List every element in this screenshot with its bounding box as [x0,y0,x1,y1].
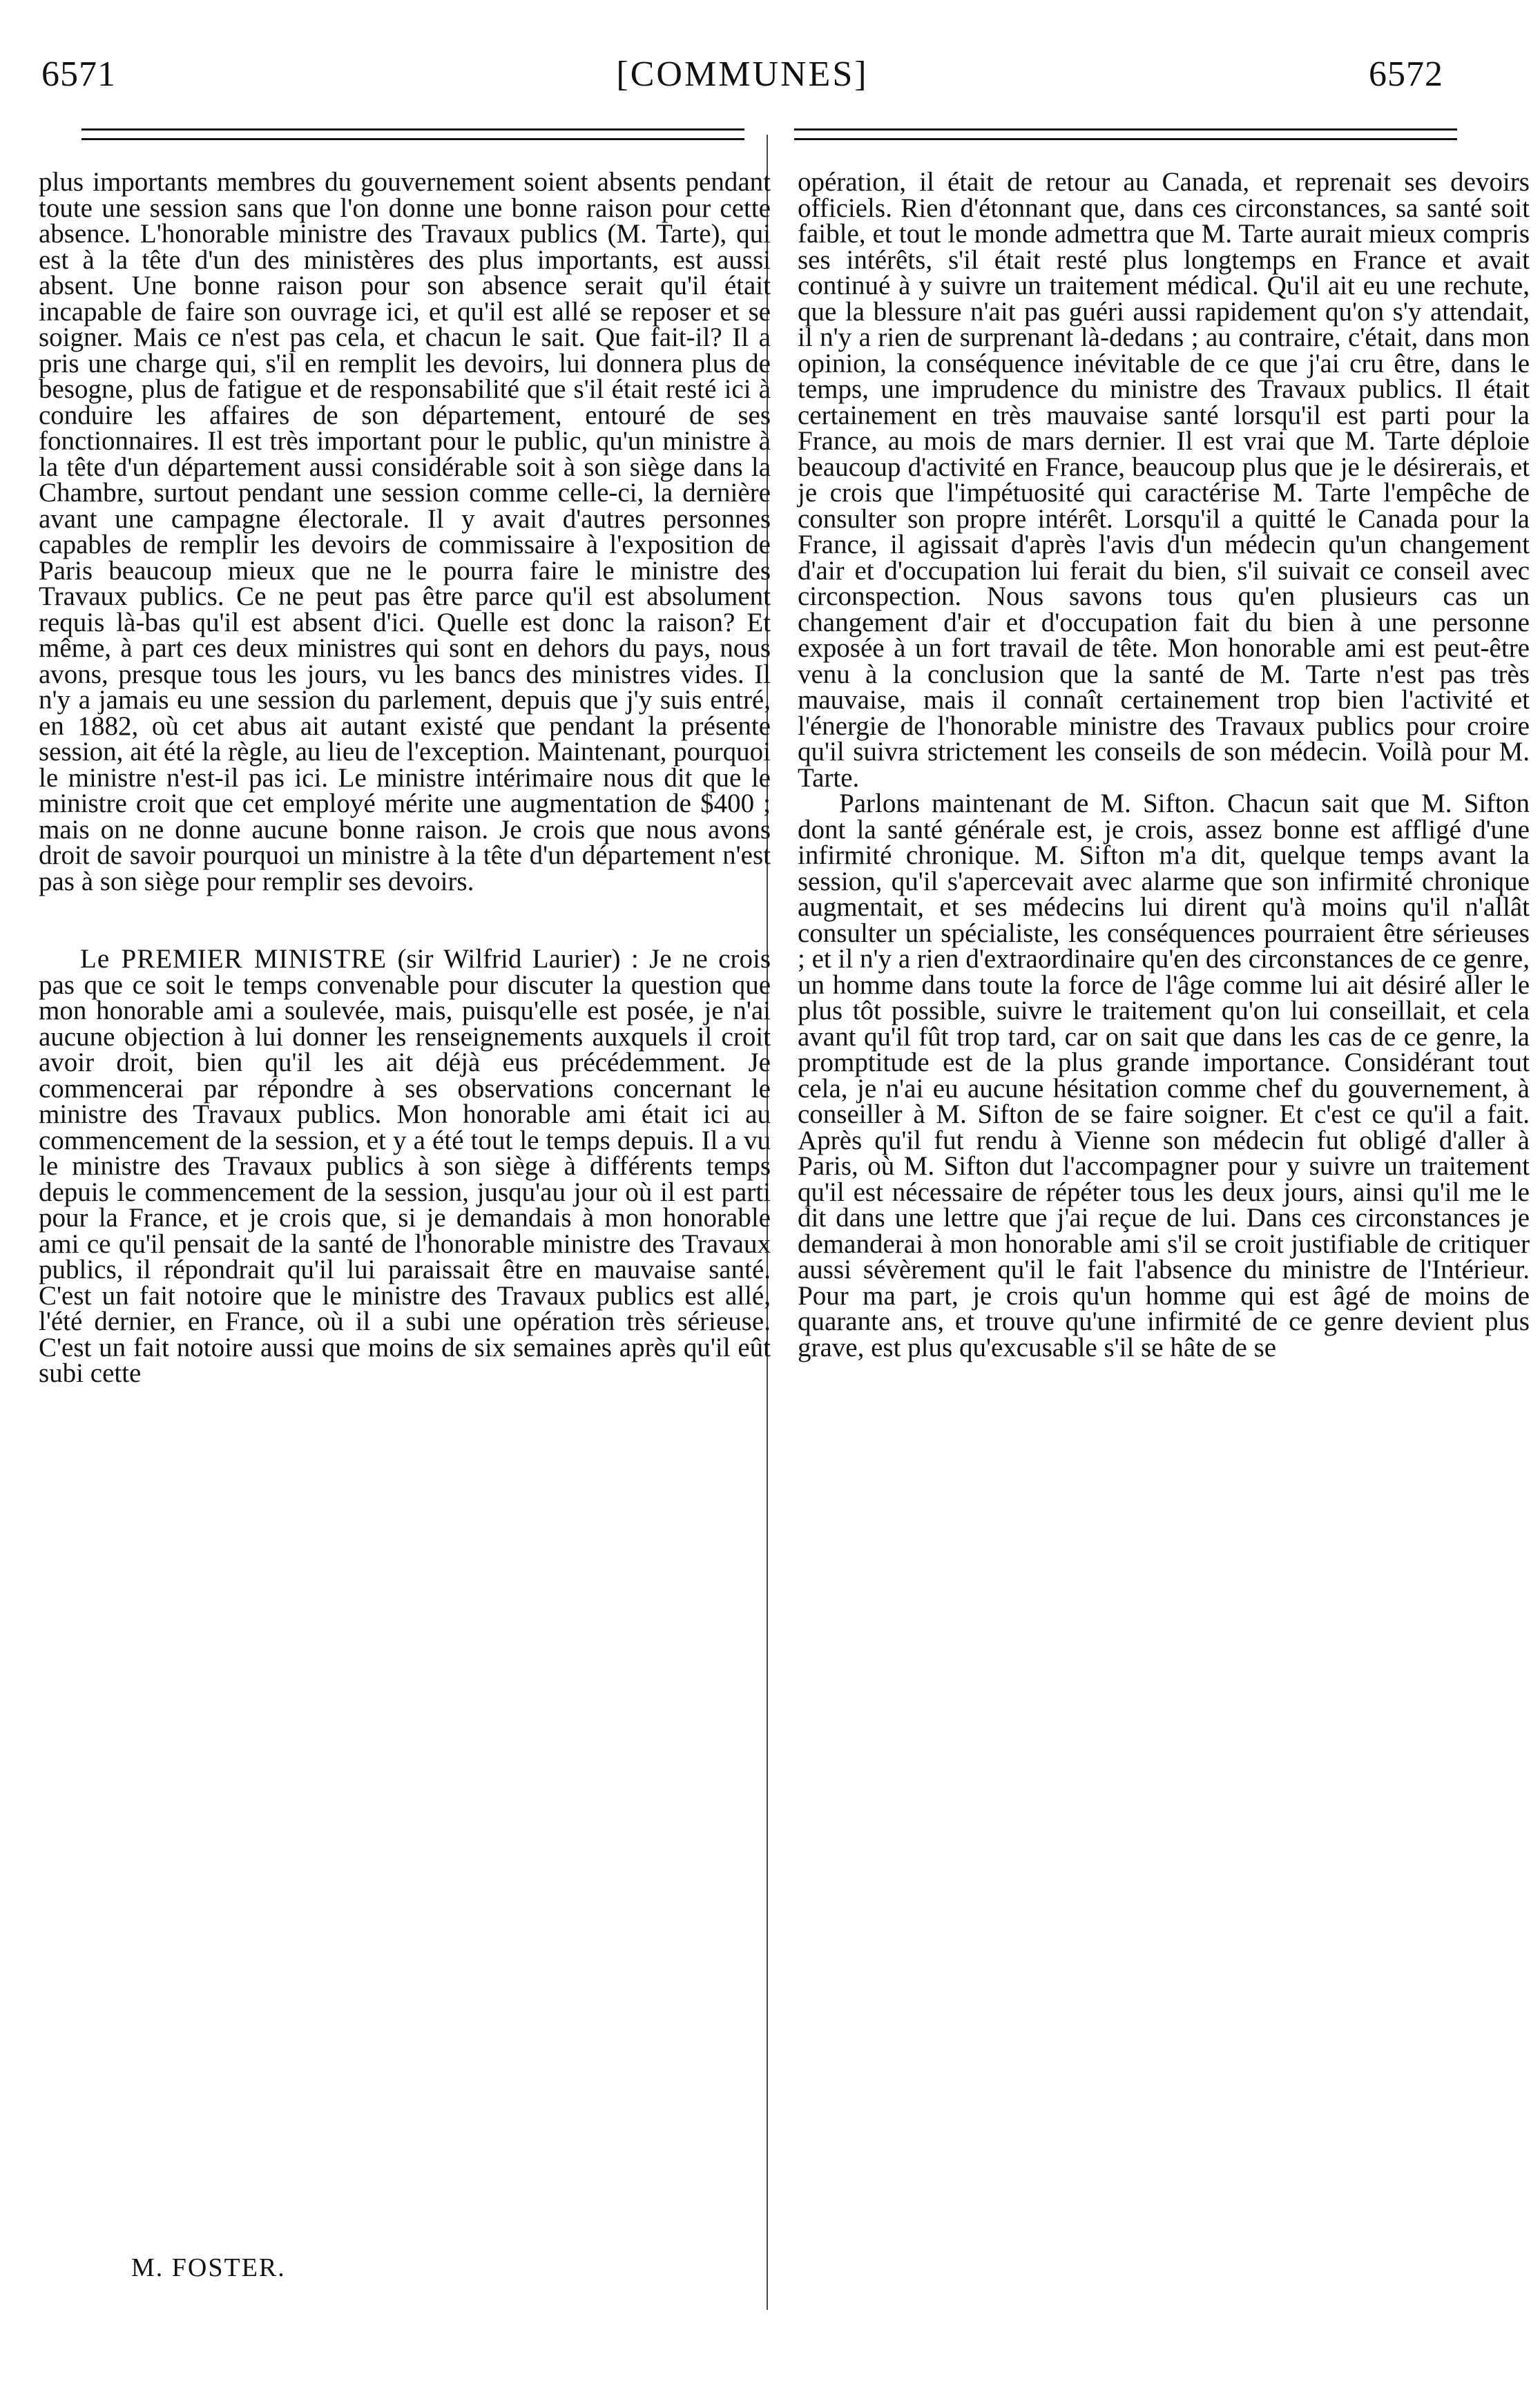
paragraph-gap [39,894,771,946]
page-number-right: 6572 [1369,55,1443,94]
left-column [39,169,771,1387]
left-paragraph-1: plus importants membres du gouvernement soient absents pendant toute une session sans que l'on donne une bonne raison pour cette absence. L'honorable ministre des Travaux publics (M. Tarte), qui est à la tête d'un des ministères des plus importants, est aussi absent. Une bonne raison pour son absence serait qu'il était incapable de faire son ouvrage ici, et qu'il est allé se reposer et se soigner. Mais ce n'est pas cela, et chacun le sait. Que fait-il? Il a pris une charge qui, s'il en remplit les devoirs, lui donnera plus de besogne, plus de fatigue et de responsabilité que s'il était resté ici à conduire les affaires de son département, entouré de ses fonctionnaires. Il est très important pour le public, qu'un ministre à la tête d'un département aussi considérable soit à son siège dans la Chambre, surtout pendant une session comme celle-ci, la dernière avant une campagne électorale. Il y avait d'autres personnes capables de remplir les devoirs de commissaire à l'exposition de Paris beaucoup mieux que ne le pourra faire le ministre des Travaux publics. Ce ne peut pas être parce qu'il est absolument requis là-bas qu'il est absent d'ici. Quelle est donc la raison? Et même, à part ces deux ministres qui sont en dehors du pays, nous avons, presque tous les jours, vu les bancs des ministres vides. Il n'y a jamais eu une session du parlement, depuis que j'y suis entré, en 1882, où cet abus ait autant existé que pendant la présente session, ait été la règle, au lieu de l'exception. Maintenant, pourquoi le ministre n'est-il pas ici. Le ministre intérimaire nous dit que le ministre croit que cet employé mérite une augmentation de $400 ; mais on ne donne aucune bonne raison. Je crois que nous avons droit de savoir pourquoi un ministre à la tête d'un département n'est pas à son siège pour remplir ses devoirs. [39,167,771,896]
header-rule-left-bottom [81,138,744,140]
right-paragraph-2: Parlons maintenant de M. Sifton. Chacun sait que M. Sifton dont la santé générale est, je crois, assez bonne est affligé d'une infirmité chronique. M. Sifton m'a dit, quelque temps avant la session, qu'il s'apercevait avec alarme que son infirmité chronique augmentait, et ses médecins lui dirent qu'à moins qu'il n'allât consulter un spécialiste, les conséquences pourraient être sérieuses ; et il n'y a rien d'extraordinaire qu'en des circonstances de ce genre, un homme dans toute la force de l'âge comme lui ait désiré aller le plus tôt possible, suivre le traitement qu'on lui conseillait, et cela avant qu'il fût trop tard, car on sait que dans les cas de ce genre, la promptitude est de la plus grande importance. Considérant tout cela, je n'ai eu aucune hésitation comme chef du gouvernement, à conseiller à M. Sifton de se faire soigner. Et c'est ce qu'il a fait. Après qu'il fut rendu à Vienne son médecin fut obligé d'aller à Paris, où M. Sifton dut l'accompagner pour y suivre un traitement qu'il est nécessaire de répéter tous les deux jours, ainsi qu'il me le dit dans une lettre que j'ai reçue de lui. Dans ces circonstances je demanderai à mon honorable ami s'il se croit justifiable de critiquer aussi sévèrement qu'il le fait l'absence du ministre de l'Intérieur. Pour ma part, je crois qu'un homme qui est âgé de moins de quarante ans, et trouve qu'une infirmité de ce genre devient plus grave, est plus qu'excusable s'il se hâte de se [798,789,1530,1362]
right-column [798,169,1530,1360]
footer-speaker-name: M. FOSTER. [131,2253,286,2282]
right-paragraph-1: opération, il était de retour au Canada, et reprenait ses devoirs officiels. Rien d'étonnant que, dans ces circonstances, sa santé soit faible, et tout le monde admettra que M. Tarte aurait mieux compris ses intérêts, s'il était resté plus longtemps en France et avait continué à y suivre un traitement médical. Qu'il ait eu une rechute, que la blessure n'ait pas guéri aussi rapidement qu'on s'y attendait, il n'y a rien de surprenant là-dedans ; au contraire, c'était, dans mon opinion, la conséquence inévitable de ce que j'ai cru être, dans le temps, une imprudence du ministre des Travaux publics. Il était certainement en très mauvaise santé lorsqu'il est parti pour la France, au mois de mars dernier. Il est vrai que M. Tarte déploie beaucoup d'activité en France, beaucoup plus que je le désirerais, et je crois que l'impétuosité qui caractérise M. Tarte l'empêche de consulter son propre intérêt. Lorsqu'il a quitté le Canada pour la France, il agissait d'après l'avis d'un médecin qu'un changement d'air et d'occupation lui ferait du bien, s'il suivait ce conseil avec circonspection. Nous savons tous qu'en plusieurs cas un changement d'air et d'occupation fait du bien à une personne exposée à un fort travail de tête. Mon honorable ami est peut-être venu à la conclusion que la santé de M. Tarte n'est pas très mauvaise, mais il connaît certainement trop bien l'activité et l'énergie de l'honorable ministre des Travaux publics pour croire qu'il suivra strictement les conseils de son médecin. Voilà pour M. Tarte. [798,167,1530,793]
header-rule-right-top [794,128,1457,131]
header-rule-right-bottom [794,138,1457,140]
page-header [41,54,1443,102]
speaker-name: Le PREMIER MINISTRE [80,944,387,974]
header-rule-left-top [81,128,744,131]
page-number-left: 6571 [41,55,116,94]
left-paragraph-2 [39,946,771,1387]
running-title: [COMMUNES] [616,55,869,94]
speech-text: (sir Wilfrid Laurier) : Je ne crois pas que ce soit le temps convenable pour discuter la question que mon honorable ami a soulevée, mais, puisqu'elle est posée, je n'ai aucune objection à lui donner les renseignements auxquels il croit avoir droit, bien qu'il les ait déjà eus précédemment. Je commencerai par répondre à ses observations concernant le ministre des Travaux publics. Mon honorable ami était ici au commencement de la session, et y a été tout le temps depuis. Il a vu le ministre des Travaux publics à son siège à différents temps depuis le commencement de la session, jusqu'au jour où il est parti pour la France, et je crois que, si je demandais à mon honorable ami ce qu'il pensait de la santé de l'honorable ministre des Travaux publics, il répondrait qu'il lui paraissait être en mauvaise santé. C'est un fait notoire que le ministre des Travaux publics est allé, l'été dernier, en France, où il a subi une opération très sérieuse. C'est un fait notoire aussi que moins de six semaines après qu'il eût subi cette [39,944,771,1388]
